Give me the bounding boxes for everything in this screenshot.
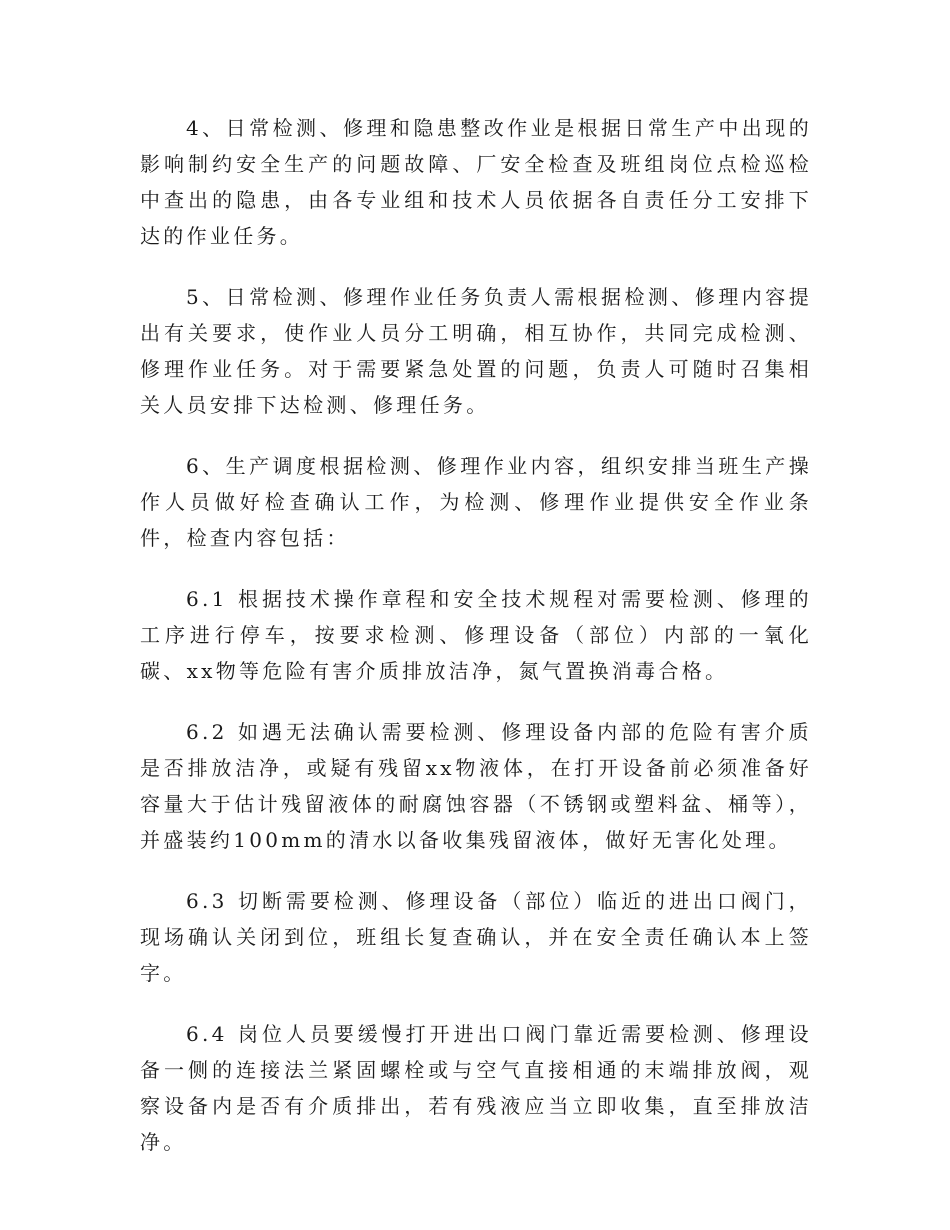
paragraph-6-1: 6.1 根据技术操作章程和安全技术规程对需要检测、修理的工序进行停车，按要求检测、修理设备（部位）内部的一氧化碳、xx物等危险有害介质排放洁净，氮气置换消毒合格。 (140, 587, 812, 683)
paragraph-6: 6、生产调度根据检测、修理作业内容，组织安排当班生产操作人员做好检查确认工作，为检测、修理作业提供安全作业条件，检查内容包括： (140, 454, 812, 550)
paragraph-4: 4、日常检测、修理和隐患整改作业是根据日常生产中出现的影响制约安全生产的问题故障、厂安全检查及班组岗位点检巡检中查出的隐患，由各专业组和技术人员依据各自责任分工安排下达的作业任务。 (140, 116, 812, 248)
paragraph-5: 5、日常检测、修理作业任务负责人需根据检测、修理内容提出有关要求，使作业人员分工明确，相互协作，共同完成检测、修理作业任务。对于需要紧急处置的问题，负责人可随时召集相关人员安排下达检测、修理任务。 (140, 285, 812, 417)
paragraph-6-3: 6.3 切断需要检测、修理设备（部位）临近的进出口阀门，现场确认关闭到位，班组长复查确认，并在安全责任确认本上签字。 (140, 889, 812, 985)
paragraph-6-4: 6.4 岗位人员要缓慢打开进出口阀门靠近需要检测、修理设备一侧的连接法兰紧固螺栓或与空气直接相通的末端排放阀，观察设备内是否有介质排出，若有残液应当立即收集，直至排放洁净。 (140, 1022, 812, 1154)
paragraph-6-2: 6.2 如遇无法确认需要检测、修理设备内部的危险有害介质是否排放洁净，或疑有残留xx物液体，在打开设备前必须准备好容量大于估计残留液体的耐腐蚀容器（不锈钢或塑料盆、桶等），并盛装约100mm的清水以备收集残留液体，做好无害化处理。 (140, 720, 812, 852)
document-body (140, 110, 812, 1185)
